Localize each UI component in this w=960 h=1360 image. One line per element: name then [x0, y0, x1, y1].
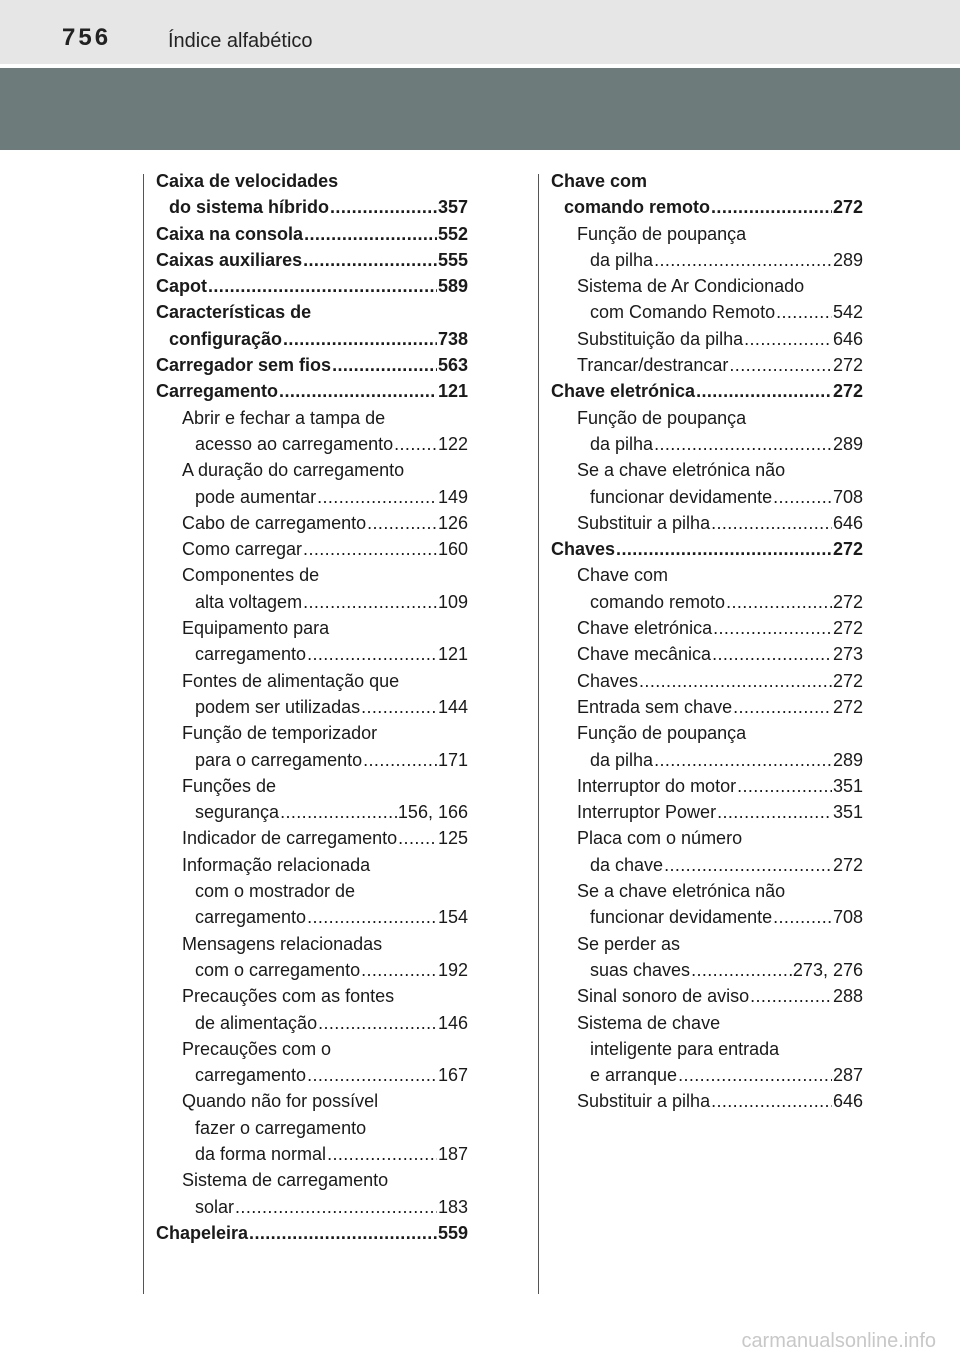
index-entry-page: 738	[437, 328, 468, 349]
index-entry	[551, 431, 863, 457]
index-entry-text: Precauções com as fontes	[182, 986, 395, 1007]
index-entry-page: 144	[437, 696, 468, 717]
index-entry-text: da pilha	[590, 433, 654, 454]
index-entry-page: 109	[437, 591, 468, 612]
index-entry	[156, 405, 468, 431]
index-entry	[551, 1062, 863, 1088]
index-entry	[156, 1194, 468, 1220]
index-entry	[156, 799, 468, 825]
index-entry	[551, 852, 863, 878]
index-entry	[551, 615, 863, 641]
index-entry-text: Precauções com o	[182, 1038, 332, 1059]
column-rule-left	[143, 174, 144, 1294]
index-entry-text: Sistema de chave	[577, 1012, 721, 1033]
index-entry-text: Equipamento para	[182, 618, 330, 639]
index-entry	[551, 273, 863, 299]
dot-leader	[737, 773, 832, 799]
index-entry-text: da forma normal	[195, 1143, 327, 1164]
index-entry-page: 160	[437, 539, 468, 560]
index-entry	[156, 589, 468, 615]
index-entry-text: Placa com o número	[577, 828, 743, 849]
dot-leader	[664, 852, 832, 878]
index-entry-page: 272	[832, 696, 863, 717]
index-entry-text: e arranque	[590, 1065, 678, 1086]
index-entry	[156, 641, 468, 667]
index-entry-text: Interruptor do motor	[577, 775, 737, 796]
index-entry-text: inteligente para entrada	[590, 1038, 780, 1059]
dot-leader	[307, 1062, 437, 1088]
index-entry	[156, 299, 468, 325]
index-entry-text: Quando não for possível	[182, 1091, 379, 1112]
index-entry-text: Indicador de carregamento	[182, 828, 398, 849]
index-entry-text: fazer o carregamento	[195, 1117, 367, 1138]
index-entry-text: carregamento	[195, 1065, 307, 1086]
index-entry	[156, 931, 468, 957]
index-entry-text: Caixas auxiliares	[156, 249, 303, 270]
index-entry-page: 272	[832, 381, 863, 402]
index-entry-page: 589	[437, 276, 468, 297]
dot-leader	[733, 694, 832, 720]
index-entry-text: Caixa de velocidades	[156, 171, 339, 191]
index-entry	[156, 1115, 468, 1141]
dot-leader	[713, 615, 832, 641]
index-entry-page: 171	[437, 749, 468, 770]
index-entry-page: 351	[832, 802, 863, 823]
index-entry-page: 192	[437, 959, 468, 980]
index-entry	[156, 352, 468, 378]
index-entry-text: Características de	[156, 302, 312, 323]
index-entry-text: segurança	[195, 802, 280, 823]
index-entry-text: Interruptor Power	[577, 802, 717, 823]
index-entry	[156, 615, 468, 641]
index-entry-page: 125	[437, 828, 468, 849]
index-entry-text: Carregamento	[156, 381, 279, 402]
index-entry	[551, 931, 863, 957]
index-entry	[156, 484, 468, 510]
index-entry	[156, 1088, 468, 1114]
index-entry-text: da pilha	[590, 249, 654, 270]
index-entry	[156, 1062, 468, 1088]
index-entry-page: 708	[832, 486, 863, 507]
index-entry-page: 289	[832, 249, 863, 270]
index-entry	[551, 536, 863, 562]
dot-leader	[304, 221, 437, 247]
index-entry	[551, 405, 863, 431]
dot-leader	[361, 694, 437, 720]
section-title: Índice alfabético	[168, 30, 313, 52]
dot-leader	[773, 484, 832, 510]
dot-leader	[639, 668, 832, 694]
index-entry	[156, 273, 468, 299]
index-entry	[156, 852, 468, 878]
index-entry-text: A duração do carregamento	[182, 460, 405, 481]
index-entry	[551, 957, 863, 983]
index-entry-text: Carregador sem fios	[156, 355, 332, 376]
index-entry-text: acesso ao carregamento	[195, 433, 394, 454]
index-entry	[156, 904, 468, 930]
index-entry-text: Chave eletrónica	[551, 381, 696, 402]
index-entry	[156, 247, 468, 273]
index-entry-page: 351	[832, 775, 863, 796]
index-entry-text: Chaves	[577, 670, 639, 691]
index-entry-text: Chaves	[551, 539, 616, 560]
index-entry	[551, 562, 863, 588]
index-entry	[551, 904, 863, 930]
index-entry	[551, 1010, 863, 1036]
index-entry-page: 555	[437, 249, 468, 270]
index-entry-page: 183	[437, 1196, 468, 1217]
index-entry	[156, 668, 468, 694]
index-entry-text: carregamento	[195, 644, 307, 665]
index-entry-text: pode aumentar	[195, 486, 317, 507]
index-entry-page: 542	[832, 302, 863, 323]
index-entry-page: 289	[832, 433, 863, 454]
index-entry	[551, 747, 863, 773]
dot-leader	[654, 247, 832, 273]
index-entry-page: 708	[832, 907, 863, 928]
page-header	[0, 0, 960, 64]
index-entry	[156, 1141, 468, 1167]
dot-leader	[327, 1141, 437, 1167]
index-entry-text: Cabo de carregamento	[182, 512, 367, 533]
dot-leader	[696, 378, 832, 404]
index-entry-text: alta voltagem	[195, 591, 303, 612]
index-entry-page: 272	[832, 197, 863, 218]
dot-leader	[303, 247, 437, 273]
index-entry	[551, 694, 863, 720]
dot-leader	[678, 1062, 832, 1088]
index-entry-page: 272	[832, 539, 863, 560]
index-entry-text: Como carregar	[182, 539, 303, 560]
index-entry	[551, 168, 863, 194]
index-entry-page: 559	[437, 1222, 468, 1243]
header-band	[0, 68, 960, 150]
index-entry-text: configuração	[169, 328, 283, 349]
index-entry-page: 167	[437, 1065, 468, 1086]
index-entry	[156, 694, 468, 720]
index-entry	[551, 1036, 863, 1062]
index-entry-page: 289	[832, 749, 863, 770]
index-entry-text: Substituir a pilha	[577, 512, 711, 533]
dot-leader	[330, 194, 437, 220]
index-entry	[551, 641, 863, 667]
index-entry-text: da pilha	[590, 749, 654, 770]
index-entry-page: 121	[437, 381, 468, 402]
index-entry-text: carregamento	[195, 907, 307, 928]
dot-leader	[280, 799, 397, 825]
index-entry-text: Substituir a pilha	[577, 1091, 711, 1112]
index-entry	[551, 1088, 863, 1114]
index-entry-page: 187	[437, 1143, 468, 1164]
index-entry-text: comando remoto	[590, 591, 726, 612]
index-entry-page: 272	[832, 670, 863, 691]
index-entry-page: 287	[832, 1065, 863, 1086]
index-entry-text: podem ser utilizadas	[195, 696, 361, 717]
dot-leader	[283, 326, 437, 352]
index-entry	[156, 1220, 468, 1246]
index-entry-text: Se a chave eletrónica não	[577, 460, 786, 481]
index-entry-text: Trancar/destrancar	[577, 355, 729, 376]
dot-leader	[394, 431, 437, 457]
index-column-left	[156, 168, 468, 1246]
index-entry	[551, 378, 863, 404]
dot-leader	[654, 431, 832, 457]
index-entry	[156, 194, 468, 220]
index-entry-page: 149	[437, 486, 468, 507]
dot-leader	[750, 983, 832, 1009]
dot-leader	[363, 747, 437, 773]
index-entry	[156, 562, 468, 588]
index-entry	[551, 194, 863, 220]
index-entry	[551, 983, 863, 1009]
index-entry	[156, 457, 468, 483]
index-entry-page: 646	[832, 512, 863, 533]
index-entry	[551, 352, 863, 378]
dot-leader	[208, 273, 437, 299]
index-entry	[156, 1167, 468, 1193]
index-entry	[156, 825, 468, 851]
index-entry-text: Chave eletrónica	[577, 618, 713, 639]
index-entry	[551, 457, 863, 483]
index-entry-text: Sistema de Ar Condicionado	[577, 276, 805, 297]
index-entry	[551, 668, 863, 694]
index-entry	[551, 773, 863, 799]
dot-leader	[279, 378, 437, 404]
page-number: 756	[62, 24, 112, 51]
index-entry-text: Componentes de	[182, 565, 320, 586]
index-entry-page: 146	[437, 1012, 468, 1033]
index-entry-text: Sinal sonoro de aviso	[577, 986, 750, 1007]
dot-leader	[726, 589, 832, 615]
dot-leader	[776, 299, 832, 325]
index-entry-text: Chave mecânica	[577, 644, 712, 665]
index-entry-page: 272	[832, 854, 863, 875]
dot-leader	[317, 484, 437, 510]
index-entry-page: 272	[832, 355, 863, 376]
index-entry	[551, 484, 863, 510]
index-entry	[551, 589, 863, 615]
column-rule-right	[538, 174, 539, 1294]
index-entry	[156, 983, 468, 1009]
index-entry-text: de alimentação	[195, 1012, 318, 1033]
dot-leader	[398, 825, 437, 851]
index-entry	[551, 299, 863, 325]
index-entry-text: Função de temporizador	[182, 723, 378, 744]
index-entry-page: 272	[832, 618, 863, 639]
index-entry	[156, 1036, 468, 1062]
index-entry-text: com o mostrador de	[195, 881, 356, 902]
dot-leader	[616, 536, 832, 562]
index-entry-page: 121	[437, 644, 468, 665]
index-entry-page: 357	[437, 197, 468, 218]
dot-leader	[361, 957, 437, 983]
index-entry-text: Chave com	[551, 171, 648, 191]
dot-leader	[249, 1220, 437, 1246]
index-entry-page: 552	[437, 223, 468, 244]
index-entry-page: 273, 276	[792, 959, 863, 980]
dot-leader	[307, 904, 437, 930]
dot-leader	[235, 1194, 437, 1220]
index-entry-page: 563	[437, 355, 468, 376]
index-entry	[156, 878, 468, 904]
index-entry-page: 126	[437, 512, 468, 533]
dot-leader	[744, 326, 832, 352]
index-entry-text: Caixa na consola	[156, 223, 304, 244]
index-entry-text: Sistema de carregamento	[182, 1170, 389, 1191]
index-entry-text: do sistema híbrido	[169, 197, 330, 218]
index-entry-text: Função de poupança	[577, 223, 747, 244]
dot-leader	[654, 747, 832, 773]
index-entry	[156, 221, 468, 247]
index-entry	[551, 878, 863, 904]
index-entry-text: Se perder as	[577, 933, 681, 954]
index-entry-text: para o carregamento	[195, 749, 363, 770]
index-entry-page: 156, 166	[397, 802, 468, 823]
index-entry-text: com o carregamento	[195, 959, 361, 980]
index-entry	[156, 378, 468, 404]
index-entry	[551, 326, 863, 352]
dot-leader	[712, 641, 832, 667]
index-entry-text: Mensagens relacionadas	[182, 933, 383, 954]
index-entry-text: Abrir e fechar a tampa de	[182, 407, 386, 428]
index-entry-text: Capot	[156, 276, 207, 297]
index-column-right	[551, 168, 863, 1115]
index-entry-text: Funções de	[182, 775, 277, 796]
index-entry-text: Informação relacionada	[182, 854, 371, 875]
index-entry-text: Chapeleira	[156, 1222, 249, 1243]
index-entry-page: 646	[832, 328, 863, 349]
index-entry	[156, 720, 468, 746]
index-entry	[551, 799, 863, 825]
index-entry	[156, 1010, 468, 1036]
watermark: carmanualsonline.info	[741, 1330, 936, 1352]
dot-leader	[303, 589, 437, 615]
index-entry	[156, 168, 468, 194]
dot-leader	[729, 352, 832, 378]
dot-leader	[303, 536, 437, 562]
index-entry-page: 122	[437, 433, 468, 454]
index-entry-text: da chave	[590, 854, 664, 875]
index-entry	[551, 247, 863, 273]
dot-leader	[773, 904, 832, 930]
dot-leader	[367, 510, 437, 536]
index-entry-text: comando remoto	[564, 197, 711, 218]
dot-leader	[711, 1088, 832, 1114]
dot-leader	[307, 641, 437, 667]
dot-leader	[332, 352, 437, 378]
index-entry	[551, 720, 863, 746]
index-entry-page: 272	[832, 591, 863, 612]
index-entry	[156, 536, 468, 562]
index-entry	[156, 431, 468, 457]
dot-leader	[318, 1010, 437, 1036]
index-entry-text: funcionar devidamente	[590, 486, 773, 507]
index-entry-text: Substituição da pilha	[577, 328, 744, 349]
index-entry-text: Entrada sem chave	[577, 696, 733, 717]
index-entry-text: Função de poupança	[577, 407, 747, 428]
index-entry-text: Se a chave eletrónica não	[577, 881, 786, 902]
index-entry-page: 273	[832, 644, 863, 665]
dot-leader	[711, 510, 832, 536]
index-entry-text: Chave com	[577, 565, 669, 586]
index-entry	[156, 326, 468, 352]
index-entry-text: funcionar devidamente	[590, 907, 773, 928]
index-entry-page: 154	[437, 907, 468, 928]
index-entry	[551, 510, 863, 536]
dot-leader	[717, 799, 832, 825]
index-entry-text: solar	[195, 1196, 235, 1217]
dot-leader	[691, 957, 792, 983]
index-entry	[551, 221, 863, 247]
index-entry	[156, 510, 468, 536]
index-entry	[551, 825, 863, 851]
index-entry-text: com Comando Remoto	[590, 302, 776, 323]
index-entry	[156, 747, 468, 773]
index-entry-text: Fontes de alimentação que	[182, 670, 400, 691]
index-entry-page: 646	[832, 1091, 863, 1112]
index-entry	[156, 773, 468, 799]
index-entry-text: Função de poupança	[577, 723, 747, 744]
index-entry	[156, 957, 468, 983]
index-entry-text: suas chaves	[590, 959, 691, 980]
dot-leader	[711, 194, 832, 220]
index-entry-page: 288	[832, 986, 863, 1007]
